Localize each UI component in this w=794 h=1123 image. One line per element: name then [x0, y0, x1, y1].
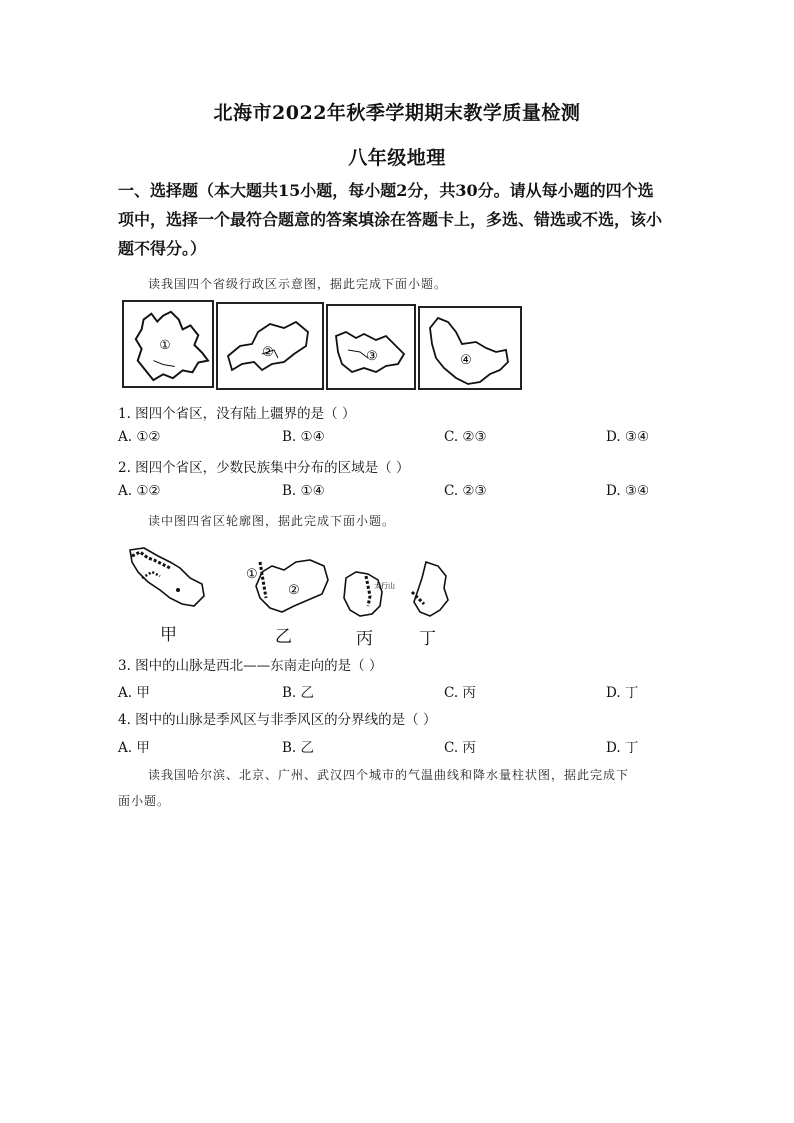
option-b: B. 乙 — [282, 685, 315, 701]
option-c: C. ②③ — [444, 429, 487, 445]
outline-label-1: ① — [246, 567, 258, 582]
option-c: C. 丙 — [444, 685, 476, 701]
option-a: A. ①② — [118, 429, 161, 445]
outline-map-yi — [236, 548, 336, 624]
option-b: B. ①④ — [282, 429, 325, 445]
option-c: C. ②③ — [444, 483, 487, 499]
map-label-2: ② — [262, 345, 274, 360]
section-heading-line: 题不得分。） — [118, 239, 207, 258]
instruction-climate: 读我国哈尔滨、北京、广州、武汉四个城市的气温曲线和降水量柱状图，据此完成下 — [148, 768, 630, 782]
option-d: D. ③④ — [606, 483, 650, 499]
document-subtitle: 八年级地理 — [348, 147, 446, 169]
map-caption-yi: 乙 — [275, 627, 292, 647]
map-caption-jia: 甲 — [160, 625, 177, 645]
section-heading-line: 项中，选择一个最符合题意的答案填涂在答题卡上，多选、错选或不选，该小 — [118, 210, 663, 229]
option-a: A. 甲 — [118, 740, 150, 756]
map-caption-bing: 丙 — [356, 629, 373, 649]
map-label-4: ④ — [460, 353, 472, 368]
province-outline-1 — [124, 302, 212, 386]
section-heading-line: 一、选择题（本大题共15小题，每小题2分，共30分。请从每小题的四个选 — [118, 181, 654, 200]
outline-map-ding — [404, 558, 460, 624]
outline-ding-svg — [404, 558, 460, 624]
province-map-3 — [326, 304, 416, 390]
map-label-1: ① — [159, 336, 171, 352]
map-label-3: ③ — [366, 349, 378, 364]
outline-map-jia — [124, 538, 212, 616]
question-stem: 1. 图四个省区，没有陆上疆界的是（ ） — [118, 406, 356, 422]
option-b: B. 乙 — [282, 740, 315, 756]
section-heading — [118, 176, 678, 263]
province-map-1 — [122, 300, 214, 388]
option-d: D. ③④ — [606, 429, 650, 445]
province-outline-3 — [328, 306, 414, 388]
outline-bing-svg — [338, 566, 395, 620]
outline-label-taihang: 太行山 — [374, 582, 395, 590]
outline-map-bing — [338, 566, 395, 620]
question-stem: 4. 图中的山脉是季风区与非季风区的分界线的是（ ） — [118, 712, 437, 728]
option-c: C. 丙 — [444, 740, 476, 756]
province-outline-2 — [218, 304, 322, 388]
option-a: A. ①② — [118, 483, 161, 499]
option-b: B. ①④ — [282, 483, 325, 499]
question-stem: 3. 图中的山脉是西北——东南走向的是（ ） — [118, 658, 383, 674]
instruction-climate-cont: 面小题。 — [118, 794, 171, 808]
option-d: D. 丁 — [606, 685, 639, 701]
instruction-outlines: 读中图四省区轮廓图，据此完成下面小题。 — [148, 514, 396, 528]
map-caption-ding: 丁 — [419, 629, 436, 649]
instruction-provinces: 读我国四个省级行政区示意图，据此完成下面小题。 — [148, 277, 448, 291]
province-map-4 — [418, 306, 522, 390]
province-outline-4 — [420, 308, 520, 388]
outline-jia-svg — [124, 538, 212, 616]
option-a: A. 甲 — [118, 685, 150, 701]
outline-label-2: ② — [288, 583, 300, 598]
document-title: 北海市2022年秋季学期期末教学质量检测 — [213, 102, 581, 124]
province-map-2 — [216, 302, 324, 390]
outline-yi-svg — [236, 548, 336, 624]
question-stem: 2. 图四个省区，少数民族集中分布的区域是（ ） — [118, 460, 410, 476]
option-d: D. 丁 — [606, 740, 639, 756]
